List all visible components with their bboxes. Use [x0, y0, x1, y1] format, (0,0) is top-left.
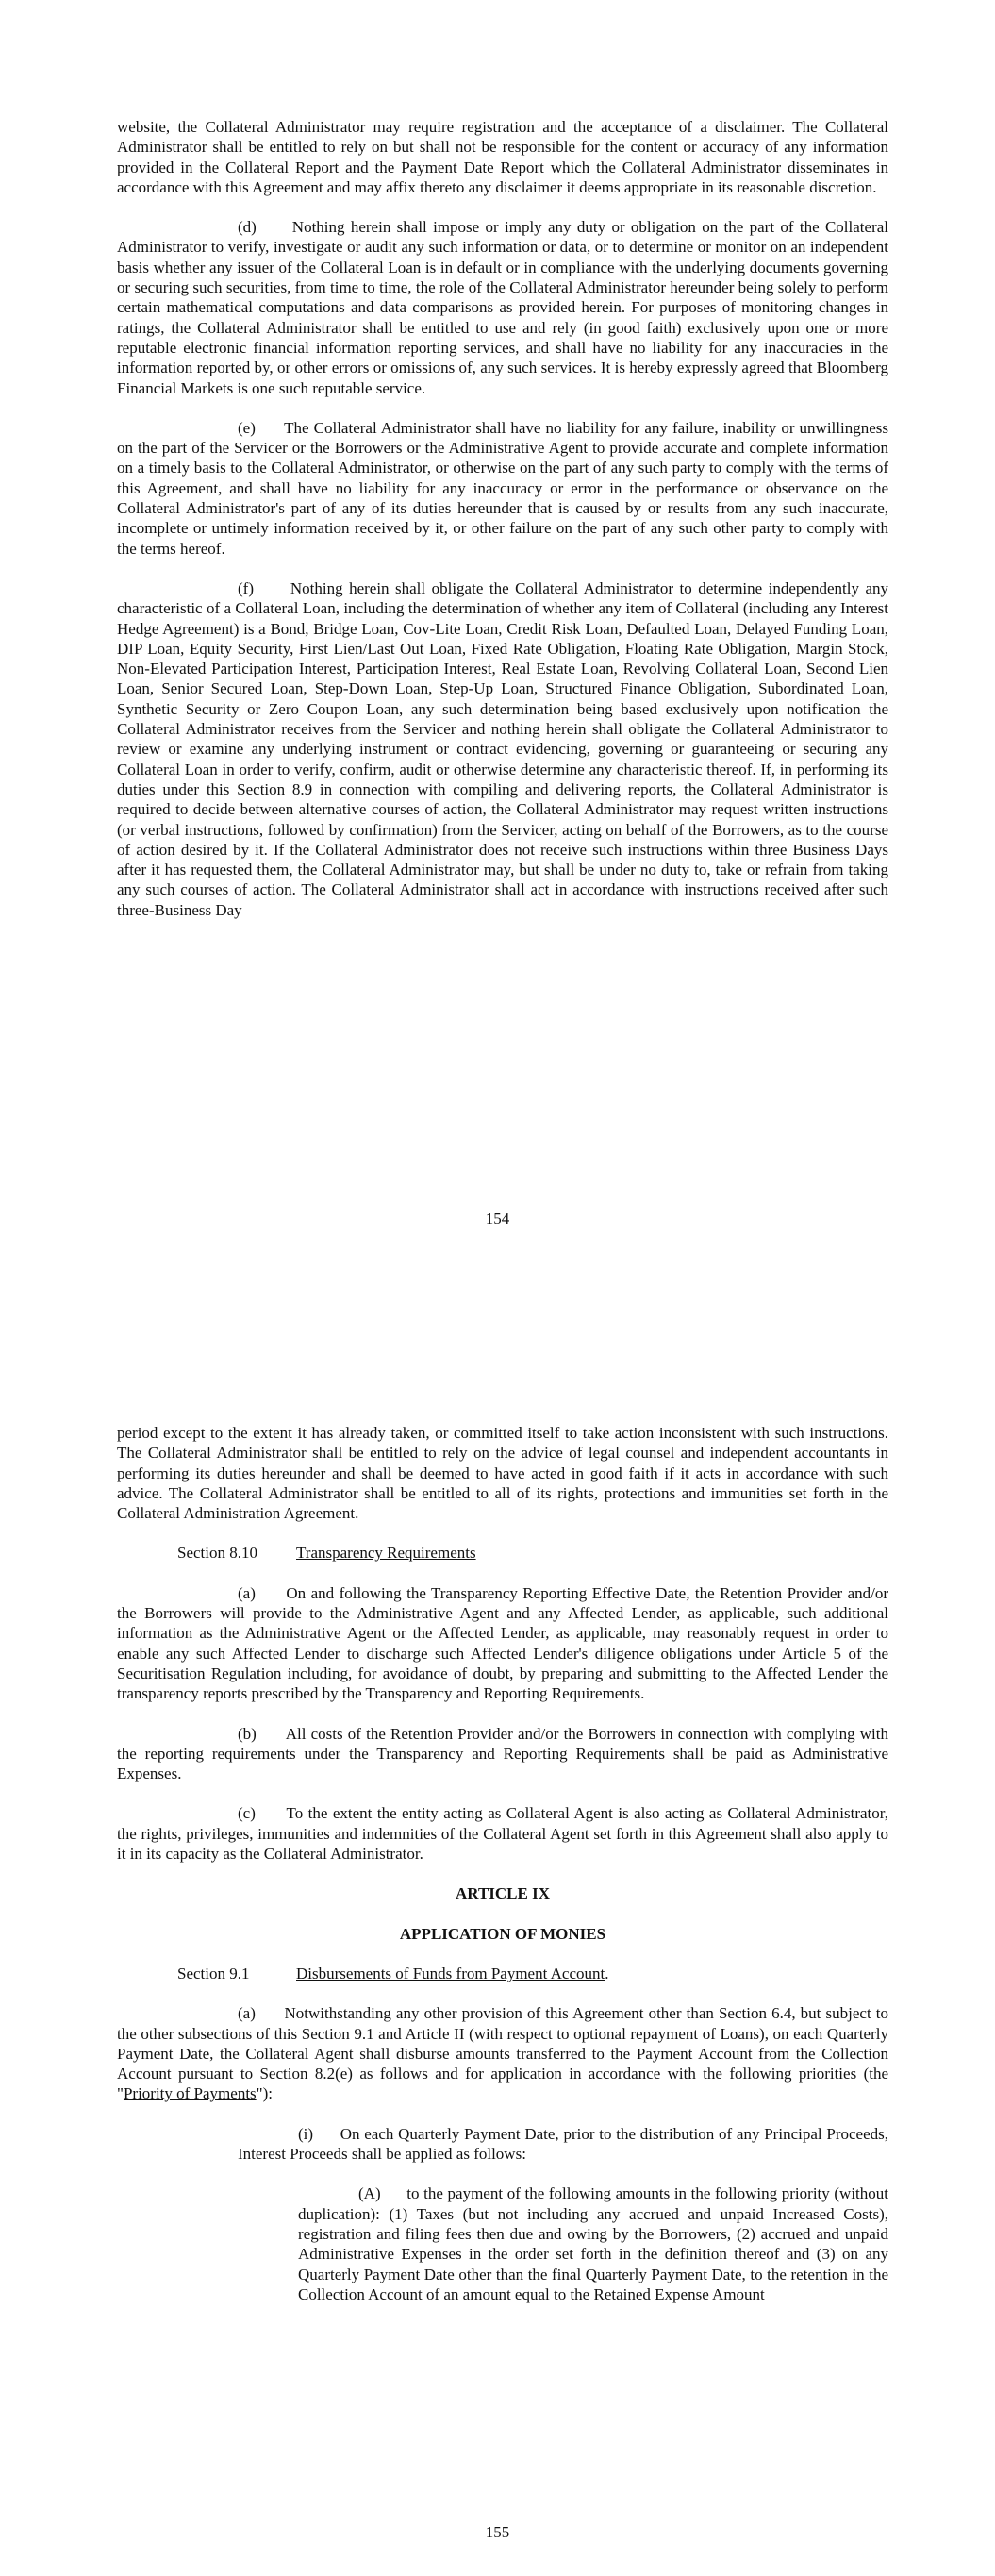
paragraph-9-1-a [117, 2003, 888, 2103]
document-page-154 [0, 0, 995, 1255]
section-number: Section 9.1 [177, 1964, 250, 1982]
section-title: Transparency Requirements [296, 1544, 476, 1563]
paragraph-f: (f) Nothing herein shall obligate the Collateral Administrator to determine independently any characteristic of a Collateral Loan, including the determination of whether any item of Collateral (including any Interest Hedge Agreement) is a Bond, Bridge Loan, Cov-Lite Loan, Credit Risk Loan, Defaulted Loan, Delayed Funding Loan, DIP Loan, Equity Security, First Lien/Last Out Loan, Fixed Rate Obligation, Floating Rate Obligation, Margin Stock, Non-Elevated Participation Interest, Participation Interest, Real Estate Loan, Revolving Collateral Loan, Second Lien Loan, Senior Secured Loan, Step-Down Loan, Step-Up Loan, Structured Finance Obligation, Subordinated Loan, Synthetic Security or Zero Coupon Loan, any such determination being based exclusively upon notification the Collateral Administrator receives from the Servicer and nothing herein shall obligate the Collateral Administrator to review or examine any underlying instrument or contract evidencing, governing or guaranteeing or securing any Collateral Loan in order to verify, confirm, audit or otherwise determine any characteristic thereof. If, in performing its duties under this Section 8.9 in connection with compiling and delivering reports, the Collateral Administrator is required to decide between alternative courses of action, the Collateral Administrator may request written instructions (or verbal instructions, followed by confirmation) from the Servicer, acting on behalf of the Borrowers, as to the course of action desired by it. If the Collateral Administrator does not receive such instructions within three Business Days after it has requested them, the Collateral Administrator may, but shall be under no duty to, take or refrain from taking any such courses of action. The Collateral Administrator shall act in accordance with instructions received after such three-Business Day [117, 578, 888, 919]
document-page-155 [0, 1255, 995, 2576]
section-title: Disbursements of Funds from Payment Account [296, 1964, 605, 1982]
paragraph-9-1-a-i-A: (A) to the payment of the following amounts in the following priority (without duplication): (1) Taxes (but not including any accrued and unpaid Increased Costs), registration and filing fees then due and owing by the Borrowers, (2) accrued and unpaid Administrative Expenses in the order set forth in the definition thereof and (3) on any Quarterly Payment Date other than the final Quarterly Payment Date, to the retention in the Collection Account of an amount equal to the Retained Expense Amount [298, 2184, 888, 2303]
article-heading: ARTICLE IX [455, 1884, 550, 1903]
section-9-1-heading [177, 1964, 888, 1983]
page-154-body [117, 117, 888, 940]
paragraph-8-10-c: (c) To the extent the entity acting as Collateral Agent is also acting as Collateral Administrator, the rights, privileges, immunities and indemnities of the Collateral Agent set forth in this Agreement shall also apply to it in its capacity as the Collateral Administrator. [117, 1804, 888, 1864]
section-8-10-heading [177, 1543, 888, 1563]
paragraph-8-10-b: (b) All costs of the Retention Provider and/or the Borrowers in connection with complying with the reporting requirements under the Transparency and Reporting Requirements shall be paid as Administrative Expenses. [117, 1724, 888, 1783]
paragraph-period: period except to the extent it has already taken, or committed itself to take action inconsistent with such instructions. The Collateral Administrator shall be entitled to rely on the advice of legal counsel and independent accountants in performing its duties hereunder and shall be deemed to have acted in good faith if it acts in accordance with such advice. The Collateral Administrator shall be entitled to all of its rights, protections and immunities set forth in the Collateral Administration Agreement. [117, 1424, 888, 1523]
page-number: 155 [485, 2523, 510, 2541]
paragraph-9-1-a-text: (a) Notwithstanding any other provision of this Agreement other than Section 6.4, but subject to the other subsections of this Section 9.1 and Article II (with respect to optional repayment of Loans), on each Quarterly Payment Date, the Collateral Agent shall disburse amounts transferred to the Payment Account from the Collection Account pursuant to Section 8.2(e) as follows and for application in accordance with the following priorities (the " [117, 2004, 888, 2103]
paragraph-9-1-a-end: "): [256, 2084, 273, 2103]
page-number: 154 [485, 1210, 510, 1228]
defined-term-priority-of-payments: Priority of Payments [123, 2084, 257, 2103]
article-title: APPLICATION OF MONIES [399, 1924, 606, 1943]
page-155-body [117, 1423, 888, 2324]
paragraph-8-10-a: (a) On and following the Transparency Reporting Effective Date, the Retention Provider and/or the Borrowers will provide to the Administrative Agent and any Affected Lender, as applicable, such additional information as the Administrative Agent or the Affected Lender, as applicable, may reasonably request in order to enable any such Affected Lender to discharge such Affected Lender's diligence obligations under Article 5 of the Securitisation Regulation including, for avoidance of doubt, by preparing and submitting to the Affected Lender the transparency reports prescribed by the Transparency and Reporting Requirements. [117, 1583, 888, 1703]
paragraph-d: (d) Nothing herein shall impose or imply any duty or obligation on the part of the Collateral Administrator to verify, investigate or audit any such information or data, or to determine or monitor on an independent basis whether any issuer of the Collateral Loan is in default or in compliance with the underlying documents governing or securing such securities, from time to time, the role of the Collateral Administrator hereunder being solely to perform certain mathematical computations and data comparisons as provided herein. For purposes of monitoring changes in ratings, the Collateral Administrator shall be entitled to use and rely (in good faith) exclusively upon one or more reputable electronic financial information reporting services, and shall have no liability for any inaccuracies in the information reported by, or other errors or omissions of, any such services. It is hereby expressly agreed that Bloomberg Financial Markets is one such reputable service. [117, 218, 888, 397]
section-title-period: . [605, 1964, 609, 1982]
paragraph-9-1-a-i: (i) On each Quarterly Payment Date, prior to the distribution of any Principal Proceeds, Interest Proceeds shall be applied as follows: [238, 2124, 888, 2164]
paragraph-website-disclaimer: website, the Collateral Administrator may require registration and the acceptance of a disclaimer. The Collateral Administrator shall be entitled to rely on but shall not be responsible for the content or accuracy of any information provided in the Collateral Report and the Payment Date Report which the Collateral Administrator disseminates in accordance with this Agreement and may affix thereto any disclaimer it deems appropriate in its reasonable discretion. [117, 118, 888, 196]
paragraph-e: (e) The Collateral Administrator shall have no liability for any failure, inability or unwillingness on the part of the Servicer or the Borrowers or the Administrative Agent to provide accurate and complete information on a timely basis to the Collateral Administrator, or otherwise on the part of any such party to comply with the terms of this Agreement, and shall have no liability for any inaccuracy or error in the performance or observance on the Collateral Administrator's part of any of its duties hereunder that is caused by or results from any such inaccurate, incomplete or untimely information received by it, or other failure on the part of any such other party to comply with the terms hereof. [117, 418, 888, 558]
section-number: Section 8.10 [177, 1544, 257, 1563]
